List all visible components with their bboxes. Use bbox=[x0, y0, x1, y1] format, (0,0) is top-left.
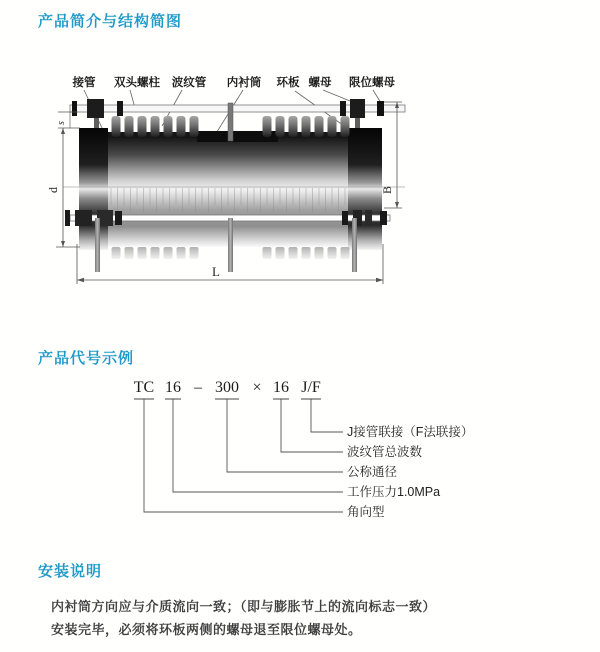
bellows-stub bbox=[138, 247, 147, 259]
bellows-stub bbox=[177, 116, 186, 137]
part-labels bbox=[72, 75, 396, 89]
intro-heading: 产品简介与结构简图 bbox=[38, 13, 183, 30]
bellows-stub bbox=[125, 247, 134, 259]
code-callout-waves: 波纹管总波数 bbox=[347, 445, 423, 459]
bellows-stub bbox=[164, 116, 173, 137]
bellows-stub bbox=[112, 116, 121, 137]
nut bbox=[380, 211, 387, 225]
code-callout-type: 角向型 bbox=[347, 505, 385, 519]
center-pin bbox=[228, 103, 233, 141]
code-callout-connection: J接管联接（F法联接） bbox=[347, 425, 474, 439]
bellows-stub bbox=[289, 116, 298, 137]
nut bbox=[115, 211, 122, 225]
bellows-stub bbox=[276, 116, 285, 137]
nut bbox=[72, 101, 77, 116]
nut bbox=[65, 210, 70, 226]
bellows-stub bbox=[328, 116, 337, 137]
nut bbox=[365, 210, 372, 226]
part-label-shuangtou: 双头螺柱 bbox=[114, 77, 160, 89]
nut bbox=[350, 99, 365, 118]
bellows-stub bbox=[177, 247, 186, 259]
bellows-stub bbox=[190, 247, 199, 259]
nut bbox=[340, 101, 346, 116]
bellows-stub bbox=[302, 116, 311, 137]
bellows-stub bbox=[315, 116, 324, 137]
part-label-luomu: 螺母 bbox=[308, 77, 332, 89]
bellows-stub bbox=[190, 116, 199, 137]
bellows-stub bbox=[302, 247, 311, 259]
bellows-stub bbox=[341, 116, 350, 137]
code-token-pressure: 16 bbox=[165, 379, 181, 396]
dim-L: L bbox=[212, 264, 220, 279]
dim-s: s bbox=[56, 121, 67, 125]
code-token-dash: – bbox=[194, 379, 202, 396]
code-token-diameter: 300 bbox=[215, 379, 239, 396]
bellows-stub bbox=[138, 116, 147, 137]
install-text-line-1: 内衬筒方向应与介质流向一致；（即与膨胀节上的流向标志一致） bbox=[51, 599, 437, 614]
part-label-neichen: 内衬筒 bbox=[226, 77, 262, 89]
code-token-times: × bbox=[252, 379, 262, 396]
limit-nut bbox=[377, 101, 384, 116]
nut bbox=[87, 99, 104, 118]
bellows-stub bbox=[263, 247, 272, 259]
part-label-bowenguan: 波纹管 bbox=[171, 77, 207, 89]
bellows-stub bbox=[315, 247, 324, 259]
part-label-xianwei: 限位螺母 bbox=[349, 77, 395, 89]
bellows-stub bbox=[276, 247, 285, 259]
code-callout-diameter: 公称通径 bbox=[347, 465, 398, 479]
bellows-stub bbox=[112, 247, 121, 259]
bellows-stub bbox=[341, 247, 350, 259]
bellows-stub bbox=[164, 247, 173, 259]
nut bbox=[342, 211, 348, 225]
install-heading: 安装说明 bbox=[38, 563, 103, 580]
code-token-type: TC bbox=[133, 379, 155, 396]
install-text-line-2: 安装完毕，必须将环板两侧的螺母退至限位螺母处。 bbox=[51, 622, 362, 637]
dim-B: B bbox=[380, 185, 394, 195]
code-callout-pressure: 工作压力1.0MPa bbox=[347, 485, 441, 499]
structure-diagram bbox=[40, 68, 425, 293]
part-label-jieguan: 接管 bbox=[72, 77, 96, 89]
bellows-stub bbox=[263, 116, 272, 137]
pipe-collar-left bbox=[79, 128, 108, 250]
bellows-stub bbox=[151, 247, 160, 259]
code-token-waves: 16 bbox=[273, 379, 289, 396]
code-token-connection: J/F bbox=[301, 379, 321, 396]
nut bbox=[75, 210, 92, 226]
bellows-stub bbox=[328, 247, 337, 259]
nut bbox=[117, 101, 123, 116]
code-example-heading: 产品代号示例 bbox=[38, 350, 135, 367]
bellows-stub bbox=[289, 247, 298, 259]
bellows-stub bbox=[125, 116, 134, 137]
bellows-stub bbox=[151, 116, 160, 137]
dim-d: d bbox=[46, 187, 60, 193]
part-label-huanban: 环板 bbox=[276, 77, 300, 89]
